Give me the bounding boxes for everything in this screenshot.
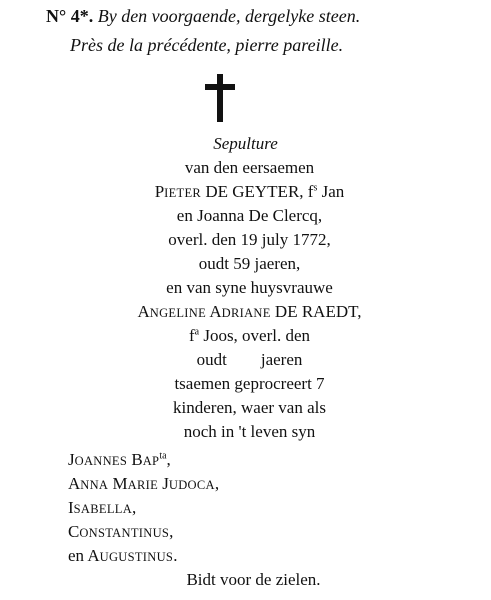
header-line-2 [70,35,343,55]
latin-cross-icon [205,74,235,122]
child-list-item: ISABELLA, [68,498,137,517]
inscription-line-6: en van syne huysvrauwe [166,278,333,297]
closing-prayer: Bidt voor de zielen. [186,570,321,589]
child-list-item: en AUGUSTINUS. [68,546,178,565]
surname-de-geyter: DE GEYTER, [205,182,304,201]
child-list-item: CONSTANTINUS, [68,522,174,541]
inscription-line-4: overl. den 19 july 1772, [168,230,331,249]
surname-de-raedt: DE RAEDT, [274,302,362,321]
inscription-line-11: kinderen, waer van als [173,398,326,417]
header-dutch-text: By den voorgaende, dergelyke steen. [97,6,361,26]
child-list-item: ANNA MARIE JUDOCA, [68,474,220,493]
inscription-line-2: PIETER DE GEYTER, $f^s$ Jan [154,182,345,201]
header-line-1 [46,6,360,26]
inscription-line-1: van den eersaemen [184,158,315,177]
inscription-line-8: $f^a$ Joos, overl. den [188,326,311,345]
header-french-text: Près de la précédente, pierre pareille. [70,35,344,55]
inscription-line-9: oudt jaeren [196,350,303,369]
inscription-line-5: oudt 59 jaeren, [198,254,301,273]
inscription-line-10: tsaemen geprocreert 7 [174,374,325,393]
inscription-line-3: en Joanna De Clercq, [176,206,323,225]
inscription-line-12: noch in 't leven syn [183,422,316,441]
sepulture-heading: Sepulture [213,134,278,153]
child-list-item: JOANNES $BAP^{ta}$, [68,450,171,469]
inscription-line-7: ANGELINE ADRIANE DE RAEDT, [137,302,362,321]
stone-number: N° 4*. [46,6,94,26]
